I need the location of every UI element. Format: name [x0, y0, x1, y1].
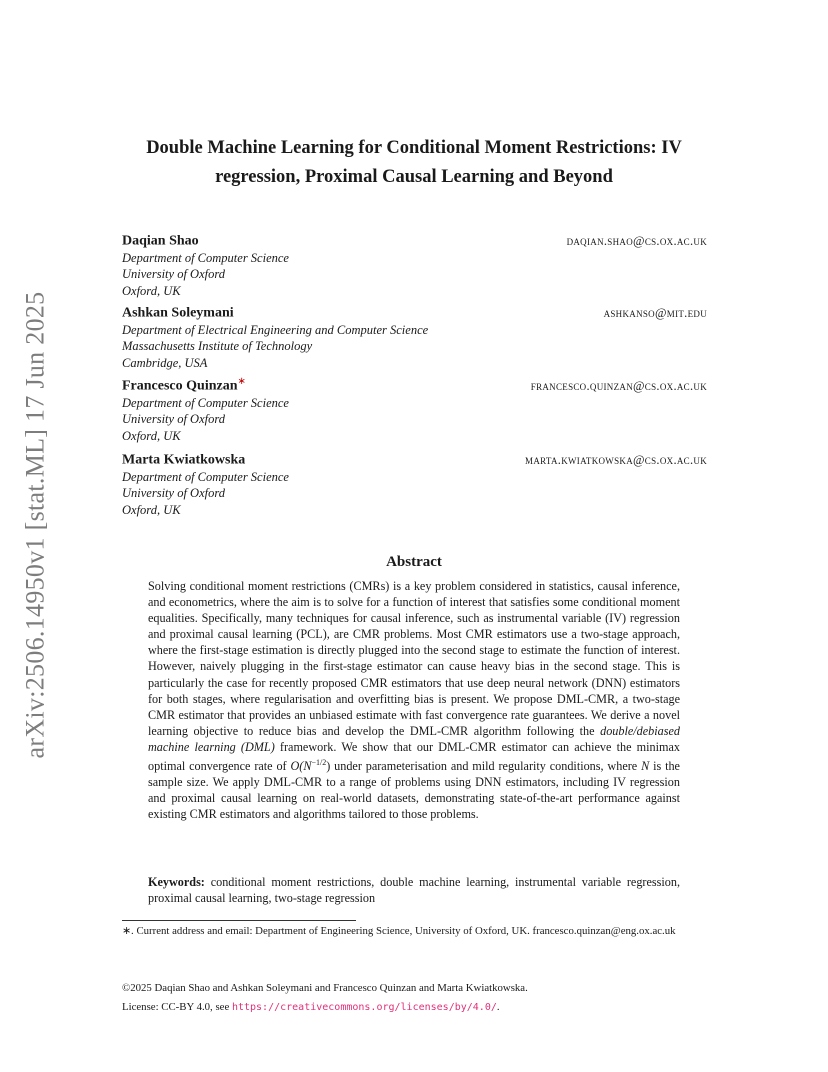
author-name: Ashkan Soleymani	[122, 305, 234, 321]
author-email[interactable]: marta.kwiatkowska@cs.ox.ac.uk	[525, 452, 707, 467]
arxiv-id-text: arXiv:2506.14950v1 [stat.ML] 17 Jun 2025	[20, 291, 49, 759]
rate-formula: $O(N^{-1/2})$	[290, 758, 331, 774]
arxiv-identifier	[14, 290, 56, 760]
author-email[interactable]: ashkanso@mit.edu	[603, 305, 707, 320]
keywords-text: conditional moment restrictions, double machine learning, instrumental variable regression, proximal causal learning, two-stage regression	[148, 875, 680, 905]
author-affiliation-line: Oxford, UK	[122, 502, 181, 517]
abstract-heading: Abstract	[386, 554, 442, 570]
sample-size-symbol: N	[641, 759, 650, 774]
author-affiliation-line: Cambridge, USA	[122, 355, 208, 370]
author-affiliation-line: Department of Computer Science	[122, 469, 289, 484]
author-email[interactable]: daqian.shao@cs.ox.ac.uk	[566, 233, 707, 248]
paper-title: Double Machine Learning for Conditional Moment Restrictions: IV regression, Proximal Causal Learning and Beyond	[146, 138, 682, 187]
author-name: Daqian Shao	[122, 233, 199, 249]
footnote: ∗. Current address and email: Department of Engineering Science, University of Oxford, UK. francesco.quinzan@eng.ox.ac.uk	[122, 925, 676, 937]
author-affiliation-line: Oxford, UK	[122, 428, 181, 443]
author-name: Marta Kwiatkowska	[122, 452, 246, 468]
author-block	[122, 231, 707, 299]
author-block	[122, 376, 707, 444]
author-name: Francesco Quinzan∗	[122, 376, 246, 394]
author-affiliation-line: Department of Computer Science	[122, 250, 289, 265]
author-block	[122, 450, 707, 518]
author-email[interactable]: francesco.quinzan@cs.ox.ac.uk	[530, 378, 707, 393]
abstract-body: Solving conditional moment restrictions (CMRs) is a key problem considered in statistics, causal inference, and econometrics, where the aim is to solve for a function of interest that satisfies some conditional moment equalities. Specifically, many techniques for causal inference, such as instrumental variable (IV) regression and proximal causal learning (PCL), are CMR problems. Most CMR estimators use a two-stage approach, where the first-stage estimation is directly plugged into the second stage to estimate the function of interest. However, naively plugging in the first-stage estimator can cause heavy bias in the second stage. This is particularly the case for recently proposed CMR estimators that use deep neural network (DNN) estimators for both stages, where regularisation and overfitting bias is present. We propose DML-CMR, a two-stage CMR estimator that provides an unbiased estimate with fast convergence rate guarantees. We derive a novel learning objective to reduce bias and develop the DML-CMR algorithm following the double/debiased machine learning (DML) framework. We show that our DML-CMR estimator can achieve the minimax optimal convergence rate of $O(N^{-1/2})$ under parameterisation and mild regularity conditions, where N is the sample size. We apply DML-CMR to a range of problems using DNN estimators, including IV regression and proximal causal learning on real-world datasets, demonstrating state-of-the-art performance against existing CMR estimators and algorithms tailored to those problems.	[148, 579, 680, 822]
author-affiliation-line: Department of Computer Science	[122, 395, 289, 410]
author-block	[122, 303, 707, 371]
author-affiliation-line: University of Oxford	[122, 412, 225, 427]
abstract-emphasis: double/debiased machine learning (DML)	[148, 723, 680, 754]
author-affiliation-line: University of Oxford	[122, 486, 225, 501]
author-affiliation-line: Oxford, UK	[122, 283, 181, 298]
author-affiliation-line: Massachusetts Institute of Technology	[122, 339, 313, 354]
copyright-notice: ©2025 Daqian Shao and Ashkan Soleymani and Francesco Quinzan and Marta Kwiatkowska.	[122, 982, 528, 994]
keywords	[148, 874, 680, 906]
author-affiliation-line: University of Oxford	[122, 267, 225, 282]
footnote-divider	[122, 920, 356, 921]
license-link[interactable]: https://creativecommons.org/licenses/by/4.0/	[231, 1002, 497, 1013]
license-line: License: CC-BY 4.0, see https://creativecommons.org/licenses/by/4.0/.	[122, 1001, 500, 1013]
footnote-marker[interactable]: ∗	[237, 376, 246, 387]
author-affiliation-line: Department of Electrical Engineering and Computer Science	[122, 322, 429, 337]
keywords-label: Keywords:	[148, 875, 205, 889]
